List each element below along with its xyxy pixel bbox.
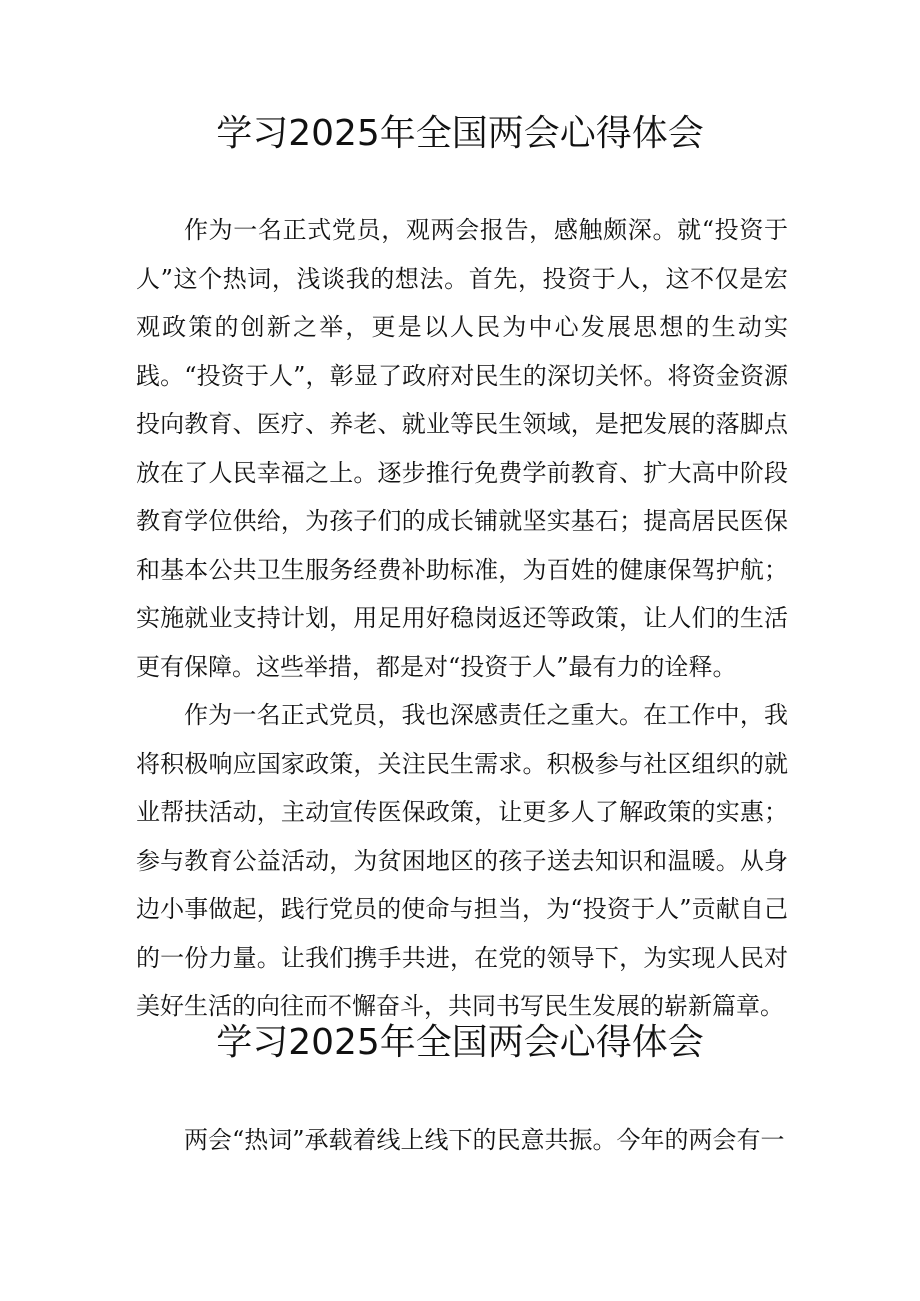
section-2-paragraph-1: 两会“热词”承载着线上线下的民意共振。今年的两会有一 — [184, 1126, 785, 1154]
section-1-title: 学习2025年全国两会心得体会 — [216, 113, 704, 154]
section-1-paragraph-1: 作为一名正式党员，观两会报告，感触颇深。就“投资于人”这个热词，浅谈我的想法。首先，投资于人，这不仅是宏观政策的创新之举，更是以人民为中心发展思想的生动实践。“投资于人”，彰显了政府对民生的深切关怀。将资金资源投向教育、医疗、养老、就业等民生领域，是把发展的落脚点放在了人民幸福之上。逐步推行免费学前教育、扩大高中阶段教育学位供给，为孩子们的成长铺就坚实基石；提高居民医保和基本公共卫生服务经费补助标准，为百姓的健康保驾护航；实施就业支持计划，用足用好稳岗返还等政策，让人们的生活更有保障。这些举措，都是对“投资于人”最有力的诠释。 — [136, 216, 788, 681]
section-2-title: 学习2025年全国两会心得体会 — [216, 1022, 704, 1063]
section-1-paragraph-2: 作为一名正式党员，我也深感责任之重大。在工作中，我将积极响应国家政策，关注民生需求。积极参与社区组织的就业帮扶活动，主动宣传医保政策，让更多人了解政策的实惠；参与教育公益活动，为贫困地区的孩子送去知识和温暖。从身边小事做起，践行党员的使命与担当，为“投资于人”贡献自己的一份力量。让我们携手共进，在党的领导下，为实现人民对美好生活的向往而不懈奋斗，共同书写民生发展的崭新篇章。 — [136, 701, 788, 1020]
